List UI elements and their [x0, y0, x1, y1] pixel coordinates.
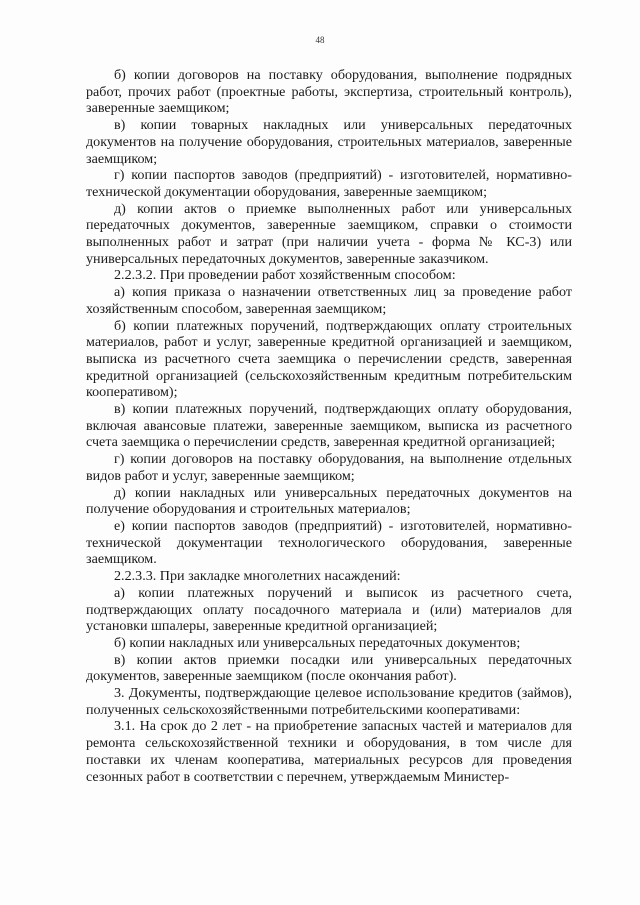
paragraph: б) копии накладных или универсальных передаточных документов;: [114, 634, 521, 651]
paragraph: б) копии платежных поручений, подтверждающих оплату строительных материалов, работ и услуг, заверенные кредитной организацией и заемщиком, выписка из расчетного счета заемщика о перечислении средств, заверенная кредитной организацией (сельскохозяйственным кредитным потребительским кооперативом);: [86, 317, 572, 401]
section-heading: 3. Документы, подтверждающие целевое использование кредитов (займов), полученных сельскохозяйственными потребительскими кооперативами:: [86, 685, 572, 718]
paragraph: в) копии актов приемки посадки или универсальных передаточных документов, заверенные заемщиком (после окончания работ).: [86, 651, 572, 685]
paragraph: 3.1. На срок до 2 лет - на приобретение запасных частей и материалов для ремонта сельскохозяйственной техники и оборудования, в том числе для поставки их членам кооператива, материальных ресурсов для проведения сезонных работ в соответствии с перечнем, утверждаемым Министер-: [86, 718, 572, 785]
paragraph: д) копии накладных или универсальных передаточных документов на получение оборудования и строительных материалов;: [86, 484, 572, 518]
paragraph: б) копии договоров на поставку оборудования, выполнение подрядных работ, прочих работ (проектные работы, экспертиза, строительный контроль), заверенные заемщиком;: [86, 67, 572, 117]
paragraph: е) копии паспортов заводов (предприятий) - изготовителей, нормативно-технической документации технологического оборудования, заверенные заемщиком.: [86, 517, 572, 568]
document-body: [86, 67, 572, 785]
paragraph: а) копии платежных поручений и выписок из расчетного счета, подтверждающих оплату посадочного материала и (или) материалов для установки шпалеры, заверенные кредитной организацией;: [86, 584, 572, 635]
section-heading: 2.2.3.2. При проведении работ хозяйственным способом:: [114, 267, 456, 284]
scan-artifact: [620, 120, 628, 160]
paragraph: а) копия приказа о назначении ответственных лиц за проведение работ хозяйственным способом, заверенная заемщиком;: [86, 284, 572, 317]
paragraph: г) копии паспортов заводов (предприятий) - изготовителей, нормативно-технической документации оборудования, заверенные заемщиком;: [86, 167, 572, 200]
paragraph: д) копии актов о приемке выполненных работ или универсальных передаточных документов, заверенные заемщиком, справки о стоимости выполненных работ и затрат (при наличии учета - форма № КС-3) или универсальных передаточных документов, заверенные заказчиком.: [86, 200, 572, 267]
section-heading: 2.2.3.3. При закладке многолетних насаждений:: [114, 568, 401, 585]
paragraph: в) копии товарных накладных или универсальных передаточных документов на получение оборудования, строительных материалов, заверенные заемщиком;: [86, 117, 572, 167]
paragraph: в) копии платежных поручений, подтверждающих оплату оборудования, включая авансовые платежи, заверенные заемщиком, выписка из расчетного счета заемщика о перечислении средств, заверенная кредитной организацией;: [86, 401, 572, 451]
page-number: 48: [315, 35, 325, 45]
paragraph: г) копии договоров на поставку оборудования, на выполнение отдельных видов работ и услуг, заверенные заемщиком;: [86, 451, 572, 484]
